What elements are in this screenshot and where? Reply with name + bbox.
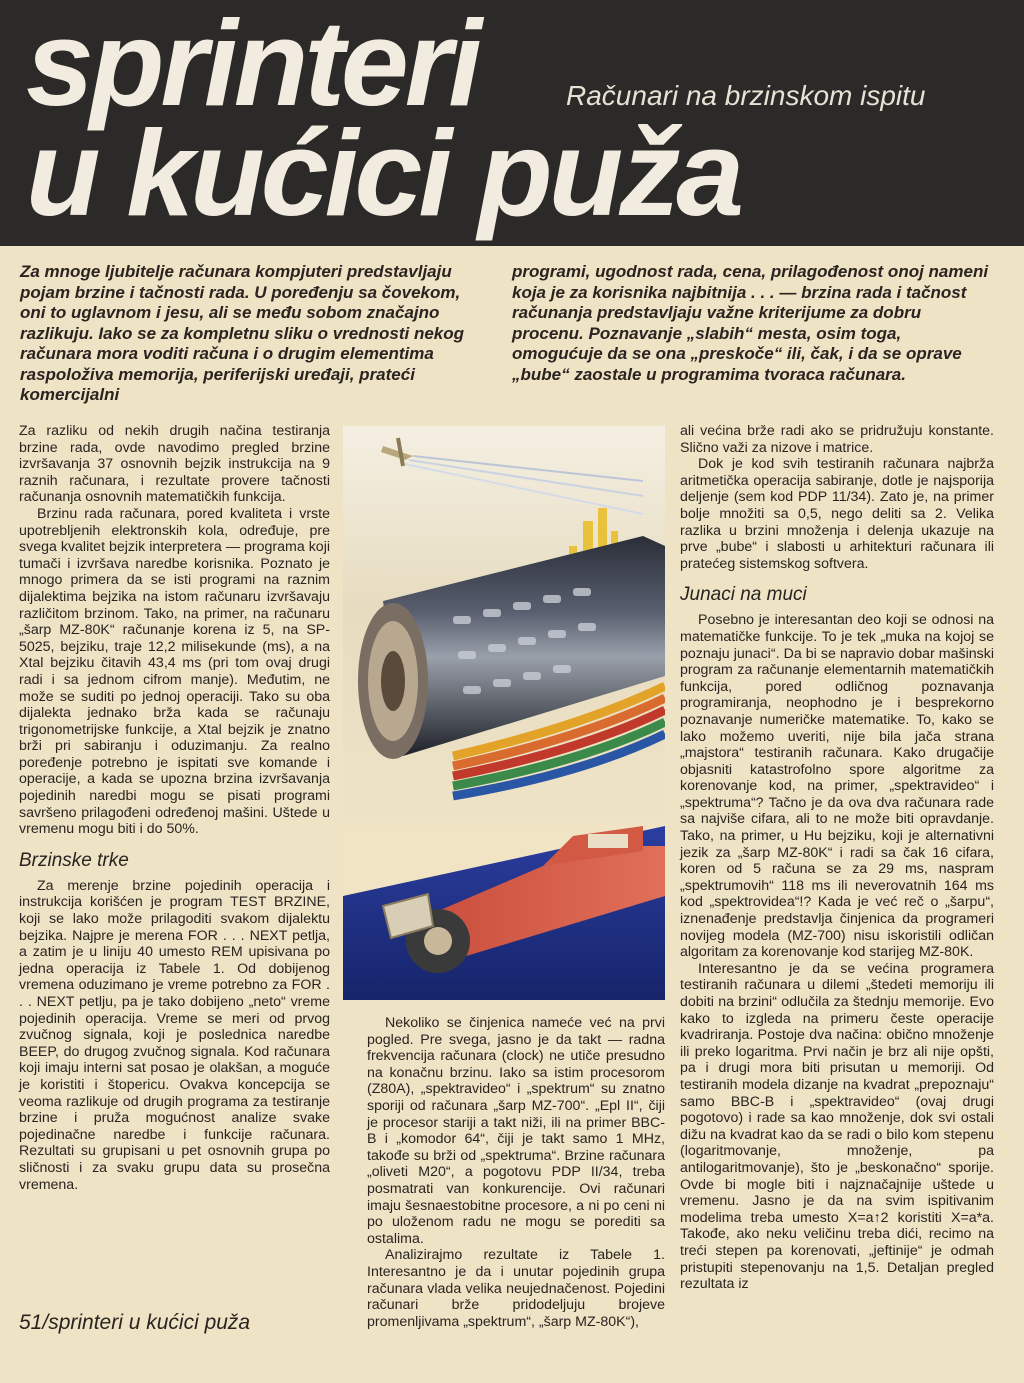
column-2 — [367, 1015, 665, 1330]
title-banner — [0, 0, 1024, 246]
col2-paragraph-1: Nekoliko se činjenica nameće već na prvi pogled. Pre svega, jasno je da takt — radna frekvencija računara (clock) ne utiče presudno na konačnu brzinu. Iako sa istim procesorom (Z80A), „spektravideo“ i „spektrum“ su znatno sporiji od računara „šarp MZ-700“. „Epl II“, čiji je procesor stariji a takt niži, ili na primer BBC-B i „komodor 64“, čiji je takt samo 1 MHz, takođe su brži od „spektruma“. Brzine računara „oliveti M20“, a pogotovu PDP II/34, treba posmatrati van konkurencije. Ovi računari imaju šesnaestobitne procesore, a ni po ceni ni po uloženom radu ne mogu se porediti sa ostalima. — [367, 1015, 665, 1247]
title-line-1: sprinteri — [26, 0, 479, 131]
col1-paragraph-2: Brzinu rada računara, pored kvaliteta i vrste upotrebljenih elektronskih kola, određuje, pre svega kvalitet bejzik interpretera — programa koji tumači i izvršava naredbe korisnika. Poznato je mnogo primera da se isti programi na raznim dijalektima bejzika na istom računaru izvršavaju različitom brzinom. Tako, na primer, na računaru „šarp MZ-80K“ računanje korena iz 5, na SP-5025, bejziku, traje 12,2 milisekunde (ms), a na Xtal bejziku čitavih 43,4 ms (pri tom ovaj drugi radi i sa jednom cifrom manje). Međutim, ne može se suditi po jednoj operaciji. Tako su oba dijalekta jednako brža kada se računaju trigonometrijske funkcije, a Xtal bejzik je znatno brži pri sabiranju i oduzimanju. Za realno poređenje potrebno je ispitati sve komande i operacije, a kada se upozna brzina izvršavanja pojedinih naredbi mogu se pisati programi savršeno prilagođeni određenoj mašini. Uštede u vremenu mogu biti i do 50%. — [19, 505, 330, 838]
col3-paragraph-1: ali većina brže radi ako se pridružuju konstante. Slično važi za nizove i matrice. — [680, 423, 994, 456]
page-footer: 51/sprinteri u kućici puža — [19, 1311, 251, 1334]
section-heading-junaci-na-muci: Junaci na muci — [680, 584, 807, 606]
col1-paragraph-1: Za razliku od nekih drugih načina testiranja brzine rada, ovde navodimo pregled brzine izvršavanja 37 osnovnih bejzik instrukcija na 9 raznih računara, i rezultate provere tačnosti računanja osnovnih matematičkih funkcija. — [19, 423, 330, 506]
title-line-2: u kućici puža — [26, 105, 741, 241]
col1-paragraph-3: Za merenje brzine pojedinih operacija i instrukcija korišćen je program TEST BRZINE, koji se lako može prilagoditi svakom dijalektu bejzika. Najpre je merena FOR . . . NEXT petlja, a zatim je u liniju 40 umesto REM upisivana po jedna operacija iz Tabele 1. Od dobijenog vremena oduzimano je vreme potrebno za FOR . . . NEXT petlju, pa je tako dobijeno „neto“ vreme pojedinih operacija. Vreme se meri od prvog zvučnog signala, koji je poslednica naredbe BEEP, do drugog zvučnog signala. Kod računara koji imaju interni sat posao je olakšan, a moguće je koristiti i štopericu. Ovakva koncepcija se veoma razlikuje od drugih programa za testiranje brzine i pruža mogućnost analize svake pojedinačne naredbe i funkcije računara. Rezultati su grupisani u pet osnovnih grupa po sličnosti i za svaku grupu data su prosečna vremena. — [19, 877, 330, 1193]
col3-paragraph-4: Interesantno je da se većina programera testiranih računara u dilemi „štedeti memoriju ili dobiti na brzini“ odlučila za štednju memorije. Evo kako to izgleda na primeru česte operacije kvadriranja. Postoje dva načina: obično množenje ili preko logaritma. Prvi način je brz ali nije opšti, pa i drugi mora biti prisutan u memoriji. Od testiranih modela dizanje na kvadrat „prepoznaju“ samo BBC-B i „spektravideo“ (ovaj drugi pogotovo) i rade sa kao množenje, dok svi ostali dižu na kvadrat kao da se radi o bilo kom stepenu (logaritmovanje, množenje, pa antilogaritmovanje), što je „beskonačno“ sporije. Ovde bi mogle biti i najznačajnije uštede u vremenu. Jasno je da na svim ispitivanim modelima treba umesto X=a↑2 koristiti X=a*a. Takođe, ako neku veličinu treba dići, recimo na treći stepen pa korenovati, „jeftinije“ je odmah pristupiti stepenovanju na 1,5. Detaljan pregled rezultata iz — [680, 960, 994, 1293]
illustration-svg — [343, 426, 665, 1000]
lead-paragraph-left: Za mnoge ljubitelje računara kompjuteri predstavljaju pojam brzine i tačnosti rada. U poređenju sa čovekom, oni to uglavnom i jesu, ali se među sobom značajno razlikuju. Iako se za kompletnu sliku o vrednosti nekog računara mora voditi računa i o drugim elementima raspoloživa memorija, periferijski uređaji, prateći komercijalni — [20, 262, 465, 404]
section-heading-brzinske-trke: Brzinske trke — [19, 849, 129, 871]
col3-paragraph-3: Posebno je interesantan deo koji se odnosi na matematičke funkcije. To je tek „muka na kojoj se poznaju junaci“. Da bi se napravio dobar mašinski program za računanje elementarnih matematičkih funkcija, pored odličnog poznavanja programiranja, neophodno je i besprekorno poznavanje numeričke matematike. To, kako se lako možemo uveriti, nije bila jača strana „majstora“ testiranih računara. Kako drugačije objasniti katastrofolno spore algoritme za korenovanje kod, na primer, „spektravideo“ i „spektruma“? Tačno je da ova dva računara rade sa najviše cifara, ali to ne može biti opravdanje. Tako, na primer, u Hu bejziku, koji je alternativni jezik za „šarp MZ-80K“ i radi sa čak 16 cifara, koren od 5 računa se za 29 ms, naspram „spektrumovih“ 118 ms ili neverovatnih 164 ms kod „spektrovidea“!? Kada je već reč o „šarpu“, iznenađenje predstavlja činjenica da programeri novijeg modela (MZ-700) nisu iskoristili odličan algoritam za korenovanje kod starijeg MZ-80K. — [680, 612, 994, 961]
subtitle: Računari na brzinskom ispitu — [566, 80, 926, 111]
column-1 — [19, 423, 330, 1193]
column-3 — [680, 423, 994, 1293]
lead-paragraph-right: programi, ugodnost rada, cena, prilagođenost onoj nameni koja je za korisnika najbitnija . . . — brzina rada i tačnost računanja predstavljaju važne kriterijume za dobru procenu. Poznavanje „slabih“ mesta, osim toga, omogućuje da se ona „preskoče“ ili, čak, i da se oprave „bube“ zaostale u programima tvoraca računara. — [512, 262, 989, 384]
col3-paragraph-2: Dok je kod svih testiranih računara najbrža aritmetička operacija sabiranje, dotle je najsporija deljenje (sem kod PDP 11/34). Zato je, na primer bolje množiti sa 0,5, nego deliti sa 2. Velika razlika u brzini množenja i delenja ukazuje na prve „bube“ i slabosti u arhitekturi računara ili pratećeg sistemskog softvera. — [680, 456, 994, 572]
illustration — [343, 426, 665, 1000]
col2-paragraph-2: Analizirajmo rezultate iz Tabele 1. Interesantno je da i unutar pojedinih grupa računara vlada velika neujednačenost. Pojedini računari brže pridodeljuju brojeve promenljivama „spektrum“, „šarp MZ-80K“), — [367, 1247, 665, 1330]
